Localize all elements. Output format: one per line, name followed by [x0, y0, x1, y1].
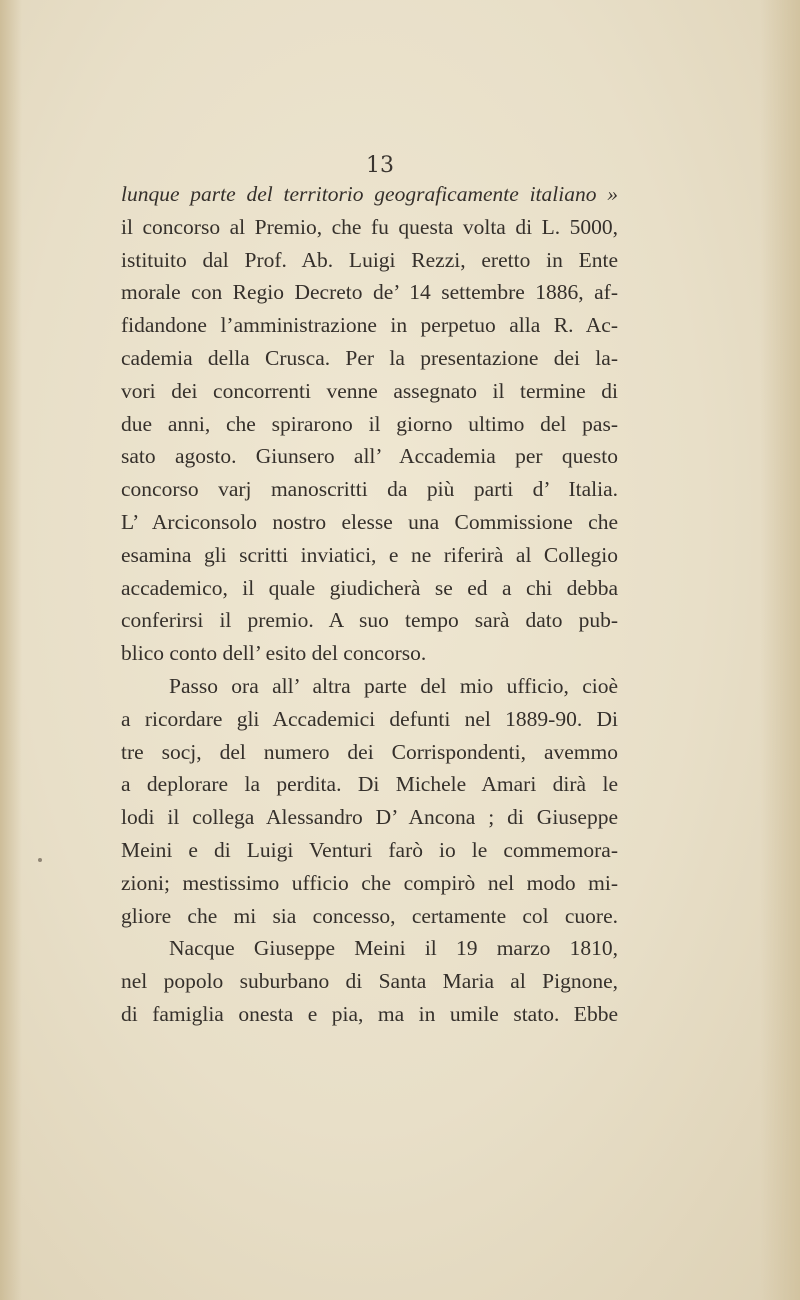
text-line: nel popolo suburbano di Santa Maria al Pignone,: [121, 969, 618, 994]
page-number: 13: [366, 153, 394, 178]
text-line: lodi il collega Alessandro D’ Ancona ; di Giuseppe: [121, 805, 618, 830]
text-line: zioni; mestissimo ufficio che compirò nel modo mi-: [121, 870, 618, 895]
text-line: tre socj, del numero dei Corrispondenti, avemmo: [121, 739, 618, 764]
text-line: Nacque Giuseppe Meini il 19 marzo 1810,: [169, 936, 618, 961]
text-line: concorso varj manoscritti da più parti d’ Italia.: [121, 477, 618, 502]
text-line: conferirsi il premio. A suo tempo sarà dato pub-: [121, 608, 618, 633]
page-edge-shadow-left: [0, 0, 22, 1300]
text-line: Meini e di Luigi Venturi farò io le commemora-: [121, 837, 618, 862]
text-line: morale con Regio Decreto de’ 14 settembre 1886, af-: [121, 280, 618, 305]
text-line: vori dei concorrenti venne assegnato il termine di: [121, 378, 618, 403]
text-line: a ricordare gli Accademici defunti nel 1889-90. Di: [121, 706, 618, 731]
text-line: blico conto dell’ esito del concorso.: [121, 641, 427, 666]
text-line: esamina gli scritti inviatici, e ne riferirà al Collegio: [121, 542, 618, 567]
text-line: il concorso al Premio, che fu questa volta di L. 5000,: [121, 214, 618, 239]
text-line: fidandone l’amministrazione in perpetuo alla R. Ac-: [121, 313, 618, 338]
text-line: L’ Arciconsolo nostro elesse una Commissione che: [121, 509, 618, 534]
paper-fleck: [38, 858, 42, 862]
body-text: [121, 178, 618, 1031]
text-line: a deplorare la perdita. Di Michele Amari dirà le: [121, 772, 618, 797]
text-line: istituito dal Prof. Ab. Luigi Rezzi, eretto in Ente: [121, 247, 618, 272]
text-line: di famiglia onesta e pia, ma in umile stato. Ebbe: [121, 1001, 618, 1026]
text-line: gliore che mi sia concesso, certamente col cuore.: [121, 903, 618, 928]
text-line: sato agosto. Giunsero all’ Accademia per questo: [121, 444, 618, 469]
text-line: accademico, il quale giudicherà se ed a chi debba: [121, 575, 618, 600]
text-line: Passo ora all’ altra parte del mio ufficio, cioè: [169, 673, 618, 698]
page-edge-shadow-right: [760, 0, 800, 1300]
text-line: due anni, che spirarono il giorno ultimo del pas-: [121, 411, 618, 436]
text-line: cademia della Crusca. Per la presentazione dei la-: [121, 345, 618, 370]
text-line: lunque parte del territorio geograficamente italiano »: [121, 182, 618, 206]
